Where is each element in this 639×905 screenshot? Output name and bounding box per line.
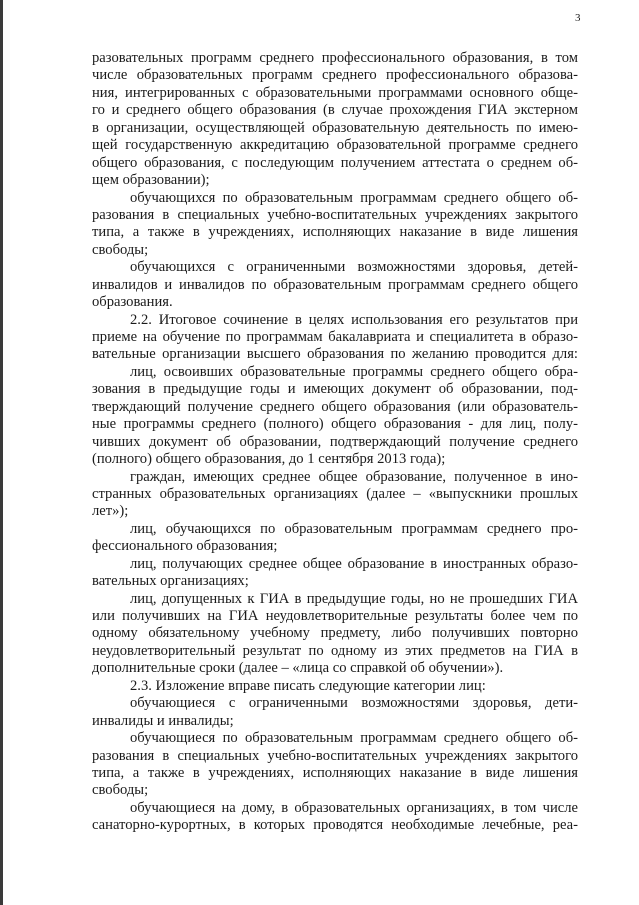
- text-line: санаторно-курортных, в которых проводятся необходимые лечебные, реа-: [92, 817, 578, 834]
- text-line: или получивших на ГИА неудовлетворительные результаты более чем по: [92, 608, 578, 624]
- text-line: обучающихся с ограниченными возможностями здоровья, детей-: [130, 259, 578, 276]
- text-line: типа, а также в учреждениях, исполняющих наказание в виде лишения: [92, 764, 578, 781]
- text-line: типа, а также в учреждениях, исполняющих наказание в виде лишения: [92, 224, 578, 241]
- text-line: ния, интегрированных с образовательными программами основного обще-: [92, 84, 578, 101]
- scan-edge: [0, 0, 3, 905]
- text-line: свободы;: [92, 782, 149, 799]
- text-line: лиц, освоивших образовательные программы среднего общего обра-: [130, 363, 578, 380]
- text-line: приеме на обучение по программам бакалавриата и специалитета в образо-: [92, 329, 578, 345]
- text-line: лиц, допущенных к ГИА в предыдущие годы, но не прошедших ГИА: [130, 590, 578, 607]
- text-line: разовательных программ среднего профессионального образования, в том: [92, 50, 578, 66]
- text-line: разования в специальных учебно-воспитательных учреждениях закрытого: [92, 747, 578, 764]
- text-line: дополнительные сроки (далее – «лица со справкой об обучении»).: [92, 660, 504, 677]
- body-text: [92, 50, 578, 835]
- text-line: лет»);: [92, 503, 129, 520]
- text-line: странных образовательных организациях (далее – «выпускники прошлых: [92, 485, 578, 502]
- text-line: щей государственную аккредитацию образовательной программе среднего: [92, 137, 578, 154]
- text-line: ные программы среднего (полного) общего образования - для лиц, полу-: [92, 416, 578, 433]
- text-line: тверждающий получение среднего общего образования (или образователь-: [92, 398, 578, 415]
- text-line: обучающихся по образовательным программам среднего общего об-: [130, 189, 578, 206]
- text-line: лиц, получающих среднее общее образование в иностранных образо-: [130, 555, 578, 572]
- text-line: общего образования, с последующим получением аттестата о среднем об-: [92, 154, 578, 171]
- text-line: зования в предыдущие годы и имеющих документ об образовании, под-: [92, 381, 578, 398]
- text-line: щем образовании);: [92, 172, 210, 189]
- text-line: го и среднего общего образования (в случае прохождения ГИА экстерном: [92, 102, 578, 119]
- text-line: инвалиды и инвалиды;: [92, 712, 234, 729]
- text-line: разования в специальных учебно-воспитательных учреждениях закрытого: [92, 206, 578, 223]
- text-line: (полного) общего образования, до 1 сентября 2013 года);: [92, 451, 446, 468]
- text-line: граждан, имеющих среднее общее образование, полученное в ино-: [130, 468, 578, 485]
- text-line: фессионального образования;: [92, 538, 278, 555]
- text-line: инвалидов и инвалидов по образовательным программам среднего общего: [92, 276, 578, 293]
- page-number: 3: [575, 12, 581, 24]
- text-line: одному обязательному учебному предмету, либо получивших повторно: [92, 625, 578, 642]
- text-line: лиц, обучающихся по образовательным программам среднего про-: [130, 520, 578, 537]
- text-line: образования.: [92, 294, 173, 311]
- text-line: обучающиеся с ограниченными возможностями здоровья, дети-: [130, 695, 578, 712]
- text-line: свободы;: [92, 241, 149, 258]
- text-line: обучающиеся по образовательным программам среднего общего об-: [130, 730, 578, 747]
- text-line: в организации, осуществляющей образовательную деятельность по имею-: [92, 119, 578, 136]
- text-line: обучающиеся на дому, в образовательных организациях, в том числе: [130, 799, 578, 816]
- text-line: вательные организации высшего образования по желанию проводится для:: [92, 346, 578, 363]
- text-line: 2.2. Итоговое сочинение в целях использования его результатов при: [130, 311, 578, 328]
- text-line: чивших документ об образовании, подтверждающий получение среднего: [92, 433, 578, 450]
- text-line: числе образовательных программ среднего профессионального образова-: [92, 67, 578, 84]
- text-line: 2.3. Изложение вправе писать следующие категории лиц:: [130, 677, 486, 694]
- text-line: неудовлетворительный результат по одному из этих предметов на ГИА в: [92, 642, 578, 659]
- text-line: вательных организациях;: [92, 573, 249, 590]
